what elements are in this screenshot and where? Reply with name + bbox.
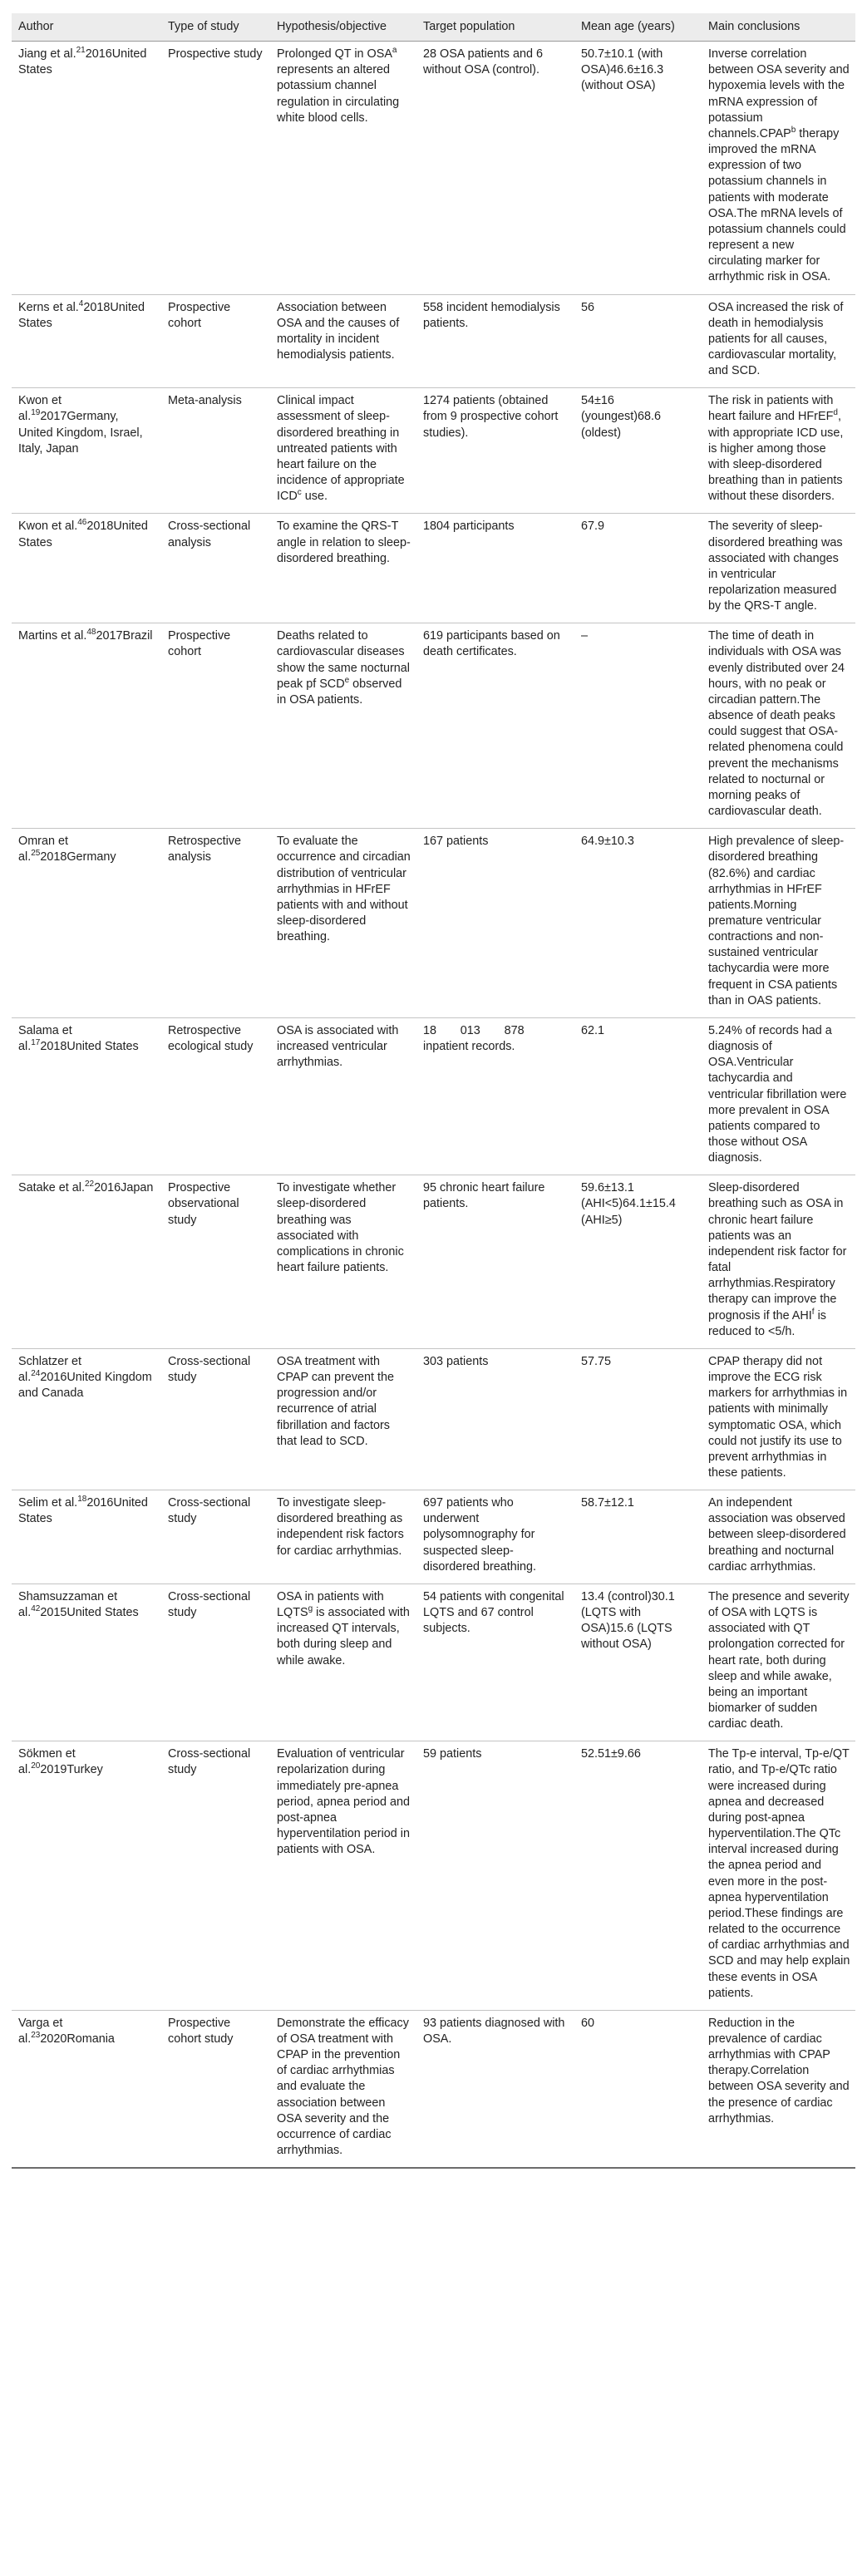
author-year-country: 2018United States — [18, 520, 148, 549]
reference-number: 24 — [31, 1369, 41, 1379]
table-row — [12, 1175, 855, 1349]
cell-mean-age: 52.51±9.66 — [574, 1741, 702, 2011]
cell-author — [12, 1017, 161, 1175]
table-row — [12, 294, 855, 388]
cell-author — [12, 388, 161, 514]
table-row — [12, 514, 855, 623]
author-year-country: 2016United States — [18, 47, 147, 77]
hypothesis-text-rest: represents an altered potassium channel regulation in circulating white blood cells. — [277, 63, 400, 125]
cell-hypothesis — [270, 1017, 416, 1175]
hypothesis-text: Evaluation of ventricular repolarization during immediately pre-apnea period, apnea period and post-apnea hyperventilation period in patients with OSA. — [277, 1747, 411, 1857]
table-row — [12, 42, 855, 294]
footnote-mark: e — [344, 675, 350, 685]
studies-table — [12, 13, 855, 2169]
reference-number: 17 — [31, 1038, 41, 1048]
cell-main-conclusions — [702, 1741, 855, 2011]
hypothesis-text: Prolonged QT in OSA — [277, 47, 392, 62]
cell-hypothesis — [270, 1741, 416, 2011]
conclusions-text-rest: , with appropriate ICD use, is higher among those with sleep-disordered breathing than in patients without these disorders. — [708, 410, 844, 504]
cell-hypothesis — [270, 514, 416, 623]
reference-number: 23 — [31, 2031, 41, 2041]
cell-main-conclusions — [702, 623, 855, 829]
cell-target-population: 1274 patients (obtained from 9 prospective cohort studies). — [416, 388, 574, 514]
cell-main-conclusions — [702, 514, 855, 623]
hypothesis-text: OSA in patients with LQTS — [277, 1589, 384, 1620]
conclusions-text: Inverse correlation between OSA severity and hypoxemia levels with the mRNA expression of potassium channels.CPAP — [708, 47, 850, 140]
cell-mean-age: 56 — [574, 294, 702, 388]
cell-author — [12, 294, 161, 388]
table-row — [12, 623, 855, 829]
cell-hypothesis — [270, 1490, 416, 1584]
cell-author — [12, 514, 161, 623]
reference-number: 22 — [85, 1180, 95, 1189]
cell-main-conclusions — [702, 42, 855, 294]
footnote-mark: a — [392, 46, 397, 56]
cell-main-conclusions — [702, 388, 855, 514]
cell-target-population: 93 patients diagnosed with OSA. — [416, 2010, 574, 2168]
author-year-country: 2016Japan — [94, 1181, 154, 1195]
cell-mean-age: 50.7±10.1 (with OSA)46.6±16.3 (without OSA) — [574, 42, 702, 294]
cell-type-of-study: Cross-sectional analysis — [161, 514, 270, 623]
author-year-country: 2018Germany — [40, 850, 116, 864]
author-name: Salama et al. — [18, 1023, 72, 1054]
author-name: Kwon et al. — [18, 394, 62, 424]
cell-target-population: 558 incident hemodialysis patients. — [416, 294, 574, 388]
hypothesis-text: OSA treatment with CPAP can prevent the progression and/or recurrence of atrial fibrillation and factors that lead to SCD. — [277, 1354, 395, 1448]
cell-target-population: 167 patients — [416, 829, 574, 1018]
cell-author — [12, 1584, 161, 1741]
author-year-country: 2018United States — [18, 300, 145, 330]
cell-mean-age: 54±16 (youngest)68.6 (oldest) — [574, 388, 702, 514]
hypothesis-text: Clinical impact assessment of sleep-disordered breathing in untreated patients with heart failure on the incidence of appropriate ICD — [277, 394, 405, 504]
author-name: Kwon et al. — [18, 520, 78, 534]
cell-type-of-study: Cross-sectional study — [161, 1584, 270, 1741]
cell-main-conclusions — [702, 1175, 855, 1349]
cell-target-population: 59 patients — [416, 1741, 574, 2011]
conclusions-text: The time of death in individuals with OSA was evenly distributed over 24 hours, with no peak or circadian pattern.The absence of death peaks could suggest that OSA-related phenomena could prevent the mechanisms related to nocturnal or morning peaks of cardiovascular death. — [708, 629, 845, 819]
cell-author — [12, 42, 161, 294]
cell-type-of-study: Retrospective ecological study — [161, 1017, 270, 1175]
conclusions-text: Sleep-disordered breathing such as OSA in chronic heart failure patients was an independent risk factor for fatal arrhythmias.Respiratory therapy can improve the prognosis if the AHI — [708, 1181, 847, 1322]
author-name: Kerns et al. — [18, 300, 79, 314]
author-name: Satake et al. — [18, 1181, 85, 1195]
table-row — [12, 1348, 855, 1490]
cell-author — [12, 1490, 161, 1584]
cell-type-of-study: Prospective cohort study — [161, 2010, 270, 2168]
hypothesis-text: Deaths related to cardiovascular diseases show the same nocturnal peak pf SCD — [277, 629, 410, 691]
author-name: Martins et al. — [18, 629, 87, 643]
cell-target-population: 619 participants based on death certificates. — [416, 623, 574, 829]
cell-target-population: 28 OSA patients and 6 without OSA (control). — [416, 42, 574, 294]
cell-main-conclusions — [702, 294, 855, 388]
hypothesis-text: To investigate sleep-disordered breathing as independent risk factors for cardiac arrhythmias. — [277, 1496, 404, 1558]
cell-author — [12, 1175, 161, 1349]
cell-hypothesis — [270, 388, 416, 514]
cell-type-of-study: Prospective observational study — [161, 1175, 270, 1349]
cell-main-conclusions — [702, 1017, 855, 1175]
cell-author — [12, 2010, 161, 2168]
cell-target-population: 18 013 878 inpatient records. — [416, 1017, 574, 1175]
cell-hypothesis — [270, 294, 416, 388]
author-year-country: 2015United States — [40, 1606, 139, 1620]
table-body — [12, 42, 855, 2169]
conclusions-text: The risk in patients with heart failure and HFrEF — [708, 394, 834, 424]
conclusions-text: The severity of sleep-disordered breathing was associated with changes in ventricular repolarization measured by the QRS-T angle. — [708, 520, 843, 613]
footnote-mark: c — [297, 488, 302, 498]
hypothesis-text: OSA is associated with increased ventricular arrhythmias. — [277, 1023, 399, 1070]
cell-mean-age: 60 — [574, 2010, 702, 2168]
table-row — [12, 388, 855, 514]
cell-author — [12, 829, 161, 1018]
cell-hypothesis — [270, 1584, 416, 1741]
cell-main-conclusions — [702, 1584, 855, 1741]
conclusions-text: 5.24% of records had a diagnosis of OSA.Ventricular tachycardia and ventricular fibrillation were more prevalent in OSA patients compared to those without OSA diagnosis. — [708, 1023, 847, 1165]
conclusions-text-rest: therapy improved the mRNA expression of two potassium channels in patients with moderate OSA.The mRNA levels of potassium channels could represent a new circulating marker for arrhythmic risk in OSA. — [708, 126, 846, 284]
hypothesis-text-rest: observed in OSA patients. — [277, 677, 402, 707]
hypothesis-text: Demonstrate the efficacy of OSA treatment with CPAP in the prevention of cardiac arrhythmias and evaluate the association between OSA severity and the occurrence of cardiac arrhythmias. — [277, 2016, 409, 2158]
conclusions-text: The presence and severity of OSA with LQTS is associated with QT prolongation corrected for heart rate, both during sleep and while awake, being an important biomarker of sudden cardiac death. — [708, 1589, 850, 1731]
hypothesis-text: To examine the QRS-T angle in relation to sleep-disordered breathing. — [277, 520, 411, 565]
cell-type-of-study: Meta-analysis — [161, 388, 270, 514]
author-name: Omran et al. — [18, 835, 68, 864]
cell-mean-age: 57.75 — [574, 1348, 702, 1490]
cell-target-population: 54 patients with congenital LQTS and 67 control subjects. — [416, 1584, 574, 1741]
reference-number: 46 — [77, 518, 87, 528]
cell-mean-age: 64.9±10.3 — [574, 829, 702, 1018]
reference-number: 18 — [77, 1495, 87, 1505]
header-row — [12, 13, 855, 42]
header-target-population: Target population — [416, 13, 574, 42]
cell-type-of-study: Cross-sectional study — [161, 1490, 270, 1584]
footnote-mark: d — [833, 408, 838, 418]
hypothesis-text-rest: is associated with increased QT intervals, both during sleep and while awake. — [277, 1606, 410, 1667]
conclusions-text-rest: is reduced to <5/h. — [708, 1308, 826, 1338]
cell-author — [12, 623, 161, 829]
table-row — [12, 2010, 855, 2168]
cell-hypothesis — [270, 1175, 416, 1349]
conclusions-text: OSA increased the risk of death in hemodialysis patients for all causes, cardiovascular mortality, and SCD. — [708, 300, 844, 378]
cell-hypothesis — [270, 2010, 416, 2168]
author-year-country: 2016United States — [18, 1496, 148, 1526]
author-year-country: 2019Turkey — [40, 1763, 103, 1777]
table-header — [12, 13, 855, 42]
hypothesis-text: Association between OSA and the causes of mortality in incident hemodialysis patients. — [277, 300, 400, 362]
cell-author — [12, 1348, 161, 1490]
reference-number: 25 — [31, 849, 41, 859]
reference-number: 4 — [78, 298, 84, 308]
conclusions-text: CPAP therapy did not improve the ECG risk markers for arrhythmias in patients with minimally symptomatic OSA, which could not justify its use to prevent arrhythmias in these patients. — [708, 1354, 848, 1480]
reference-number: 20 — [31, 1761, 41, 1771]
cell-type-of-study: Retrospective analysis — [161, 829, 270, 1018]
table-row — [12, 1017, 855, 1175]
author-name: Shamsuzzaman et al. — [18, 1589, 118, 1620]
footnote-mark: b — [791, 126, 796, 135]
table-row — [12, 829, 855, 1018]
header-type-of-study: Type of study — [161, 13, 270, 42]
author-year-country: 2016United Kingdom and Canada — [18, 1371, 152, 1401]
cell-type-of-study: Prospective study — [161, 42, 270, 294]
author-year-country: 2017Germany, United Kingdom, Israel, Italy, Japan — [18, 410, 143, 456]
cell-mean-age: 13.4 (control)30.1 (LQTS with OSA)15.6 (LQTS without OSA) — [574, 1584, 702, 1741]
conclusions-text: Reduction in the prevalence of cardiac arrhythmias with CPAP therapy.Correlation between OSA severity and the presence of cardiac arrhythmias. — [708, 2016, 850, 2125]
author-year-country: 2018United States — [40, 1040, 139, 1054]
cell-author — [12, 1741, 161, 2011]
cell-type-of-study: Prospective cohort — [161, 623, 270, 829]
author-name: Schlatzer et al. — [18, 1354, 81, 1385]
cell-mean-age: 67.9 — [574, 514, 702, 623]
reference-number: 21 — [76, 46, 86, 56]
author-name: Sökmen et al. — [18, 1747, 76, 1777]
cell-main-conclusions — [702, 829, 855, 1018]
author-year-country: 2020Romania — [40, 2032, 115, 2046]
cell-main-conclusions — [702, 2010, 855, 2168]
hypothesis-text: To investigate whether sleep-disordered breathing was associated with complications in chronic heart failure patients. — [277, 1181, 404, 1275]
header-main-conclusions: Main conclusions — [702, 13, 855, 42]
header-mean-age: Mean age (years) — [574, 13, 702, 42]
cell-main-conclusions — [702, 1348, 855, 1490]
cell-target-population: 1804 participants — [416, 514, 574, 623]
cell-hypothesis — [270, 829, 416, 1018]
header-hypothesis: Hypothesis/objective — [270, 13, 416, 42]
conclusions-text: The Tp-e interval, Tp-e/QT ratio, and Tp-e/QTc ratio were increased during apnea and decreased during post-apnea hyperventilation.The QTc interval increased during the apnea period and even more in the post-apnea hyperventilation period.These findings are related to the occurrence of cardiac arrhythmias and SCD and may help explain these events in OSA patients. — [708, 1747, 850, 2000]
hypothesis-text-rest: use. — [301, 490, 328, 504]
hypothesis-text: To evaluate the occurrence and circadian distribution of ventricular arrhythmias in HFrEF patients with and without sleep-disordered breathing. — [277, 835, 411, 944]
reference-number: 19 — [31, 408, 41, 418]
cell-hypothesis — [270, 42, 416, 294]
cell-type-of-study: Cross-sectional study — [161, 1741, 270, 2011]
cell-mean-age: – — [574, 623, 702, 829]
author-name: Jiang et al. — [18, 47, 76, 62]
reference-number: 42 — [31, 1604, 41, 1614]
cell-type-of-study: Cross-sectional study — [161, 1348, 270, 1490]
cell-hypothesis — [270, 1348, 416, 1490]
footnote-mark: g — [308, 1604, 313, 1614]
author-name: Selim et al. — [18, 1496, 78, 1510]
conclusions-text: High prevalence of sleep-disordered breathing (82.6%) and cardiac arrhythmias in HFrEF patients.Morning premature ventricular contractions and non-sustained ventricular tachycardia were more frequent in CSA patients than in OAS patients. — [708, 835, 845, 1007]
conclusions-text: An independent association was observed between sleep-disordered breathing and nocturnal cardiac arrhythmias. — [708, 1496, 846, 1574]
cell-hypothesis — [270, 623, 416, 829]
cell-mean-age: 62.1 — [574, 1017, 702, 1175]
author-name: Varga et al. — [18, 2016, 63, 2046]
cell-target-population: 697 patients who underwent polysomnography for suspected sleep-disordered breathing. — [416, 1490, 574, 1584]
table-row — [12, 1584, 855, 1741]
table-row — [12, 1741, 855, 2011]
footnote-mark: f — [811, 1307, 815, 1317]
cell-mean-age: 59.6±13.1 (AHI<5)64.1±15.4 (AHI≥5) — [574, 1175, 702, 1349]
cell-main-conclusions — [702, 1490, 855, 1584]
author-year-country: 2017Brazil — [96, 629, 153, 643]
reference-number: 48 — [86, 628, 96, 638]
table-row — [12, 1490, 855, 1584]
header-author: Author — [12, 13, 161, 42]
cell-target-population: 303 patients — [416, 1348, 574, 1490]
cell-mean-age: 58.7±12.1 — [574, 1490, 702, 1584]
cell-target-population: 95 chronic heart failure patients. — [416, 1175, 574, 1349]
cell-type-of-study: Prospective cohort — [161, 294, 270, 388]
